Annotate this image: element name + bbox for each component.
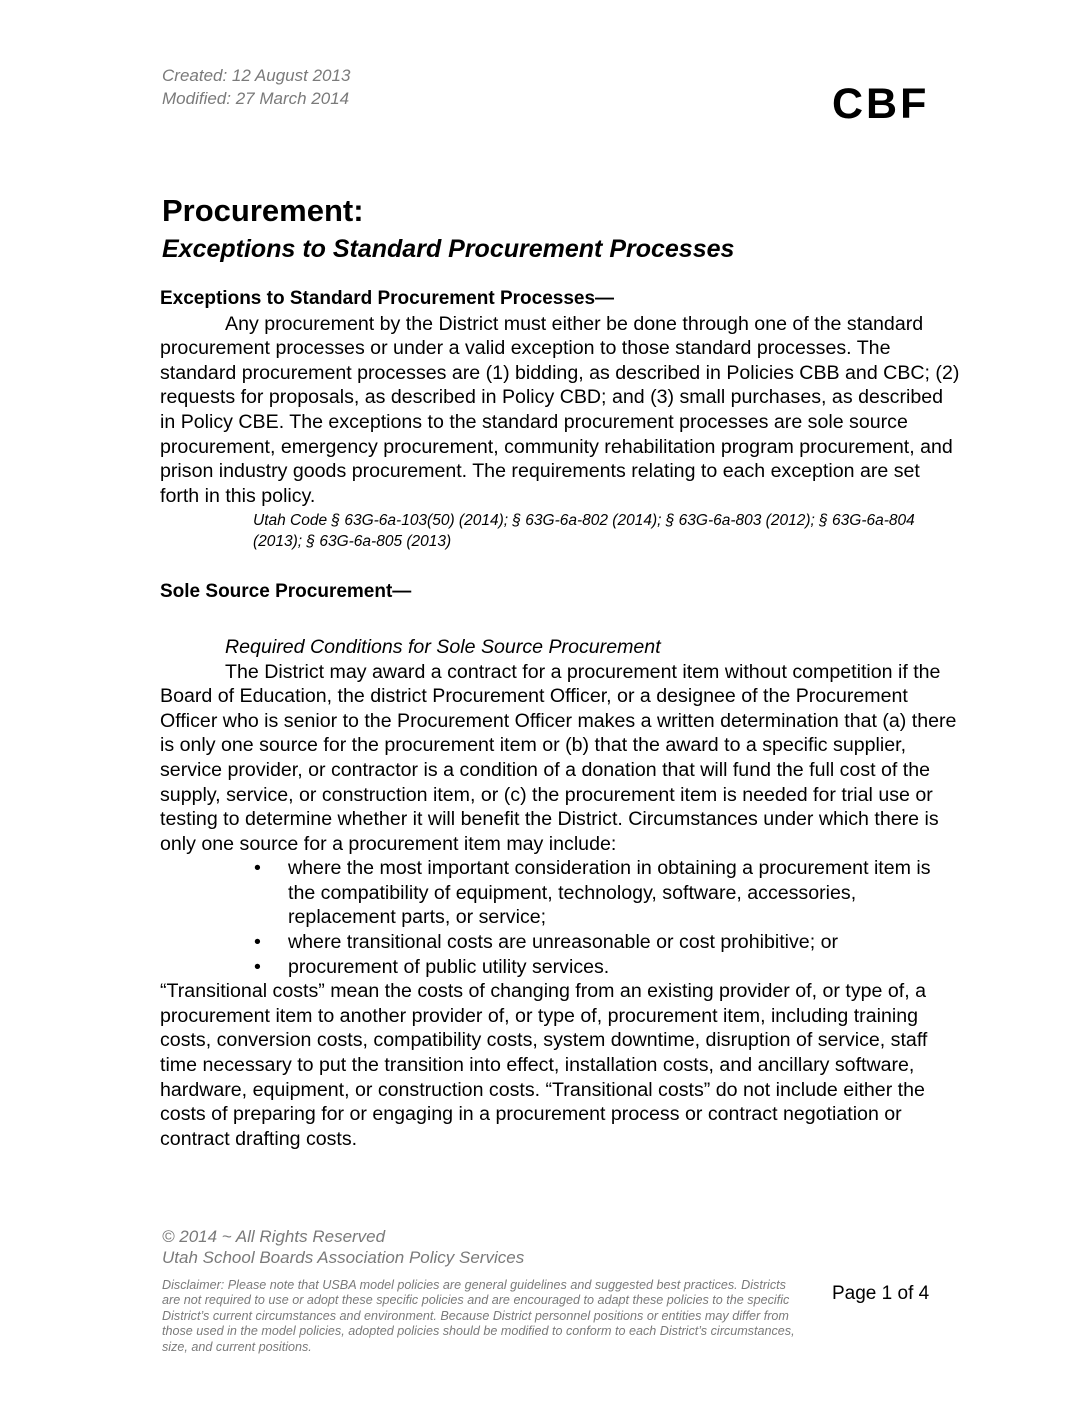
page-subtitle: Exceptions to Standard Procurement Processes	[162, 235, 735, 263]
list-item	[254, 955, 960, 980]
list-item	[254, 930, 960, 955]
modified-date: Modified: 27 March 2014	[162, 89, 350, 108]
organization-name: Utah School Boards Association Policy Services	[162, 1248, 525, 1267]
policy-content	[160, 287, 960, 1151]
subheading-required-conditions: Required Conditions for Sole Source Procurement	[225, 635, 661, 658]
bullet-list	[160, 856, 960, 979]
section-heading-sole-source: Sole Source Procurement—	[160, 581, 412, 603]
page-number: Page 1 of 4	[832, 1283, 930, 1304]
bullet-icon: •	[254, 931, 261, 954]
bullet-icon: •	[254, 955, 261, 978]
copyright-notice: © 2014 ~ All Rights Reserved	[162, 1227, 386, 1246]
section-body-exceptions: Any procurement by the District must either be done through one of the standard procurement processes or under a valid exception to those standard processes. The standard procurement processes are (1) bidding, as described in Policies CBB and CBC; (2) requests for proposals, as described in Policy CBD; and (3) small purchases, as described in Policy CBE. The exceptions to the standard procurement processes are sole source procurement, emergency procurement, community rehabilitation program procurement, and prison industry goods procurement. The requirements relating to each exception are set forth in this policy.	[160, 312, 960, 507]
bullet-icon: •	[254, 857, 261, 880]
section-heading-exceptions: Exceptions to Standard Procurement Processes—	[160, 288, 615, 309]
list-item-text: procurement of public utility services.	[288, 955, 610, 978]
section-body-sole-source: The District may award a contract for a procurement item without competition if the Board of Education, the district Procurement Officer, or a designee of the Procurement Officer who is senior to the Procurement Officer makes a written determination that (a) there is only one source for the procurement item or (b) that the award to a specific supplier, service provider, or contractor is a condition of a donation that will fund the full cost of the supply, service, or construction item, or (c) the procurement item is needed for trial use or testing to determine whether it will benefit the District. Circumstances under which there is only one source for a procurement item may include:	[160, 660, 957, 855]
document-dates	[162, 64, 350, 110]
list-item-text: where the most important consideration in obtaining a procurement item is the compatibility of equipment, technology, software, accessories, replacement parts, or service;	[288, 857, 931, 929]
list-item	[254, 856, 960, 930]
disclaimer: Disclaimer: Please note that USBA model policies are general guidelines and suggested best practices. Districts are not required to use or adopt these specific policies and are encouraged to adapt these policies to the specific District’s current circumstances and environment. Because District personnel positions or entities may differ from those used in the model policies, adopted policies should be modified to conform to each District’s circumstances, size, and current positions.	[162, 1278, 795, 1354]
legal-citation: Utah Code § 63G-6a-103(50) (2014); § 63G-6a-802 (2014); § 63G-6a-803 (2012); § 63G-6a-804 (2013); § 63G-6a-805 (2013)	[253, 512, 915, 550]
page-title: Procurement:	[162, 193, 364, 228]
list-item-text: where transitional costs are unreasonable or cost prohibitive; or	[288, 931, 839, 954]
footer-credits	[162, 1226, 524, 1268]
created-date: Created: 12 August 2013	[162, 66, 351, 85]
policy-code: CBF	[832, 80, 930, 128]
transitional-costs-definition: “Transitional costs” mean the costs of changing from an existing provider of, or type of, a procurement item to another provider of, or type of, procurement item, including training costs, conversion costs, compatibility costs, system downtime, disruption of service, staff time necessary to put the transition into effect, installation costs, and ancillary software, hardware, equipment, or construction costs. “Transitional costs” do not include either the costs of preparing for or engaging in a procurement process or contract negotiation or contract drafting costs.	[160, 980, 928, 1150]
